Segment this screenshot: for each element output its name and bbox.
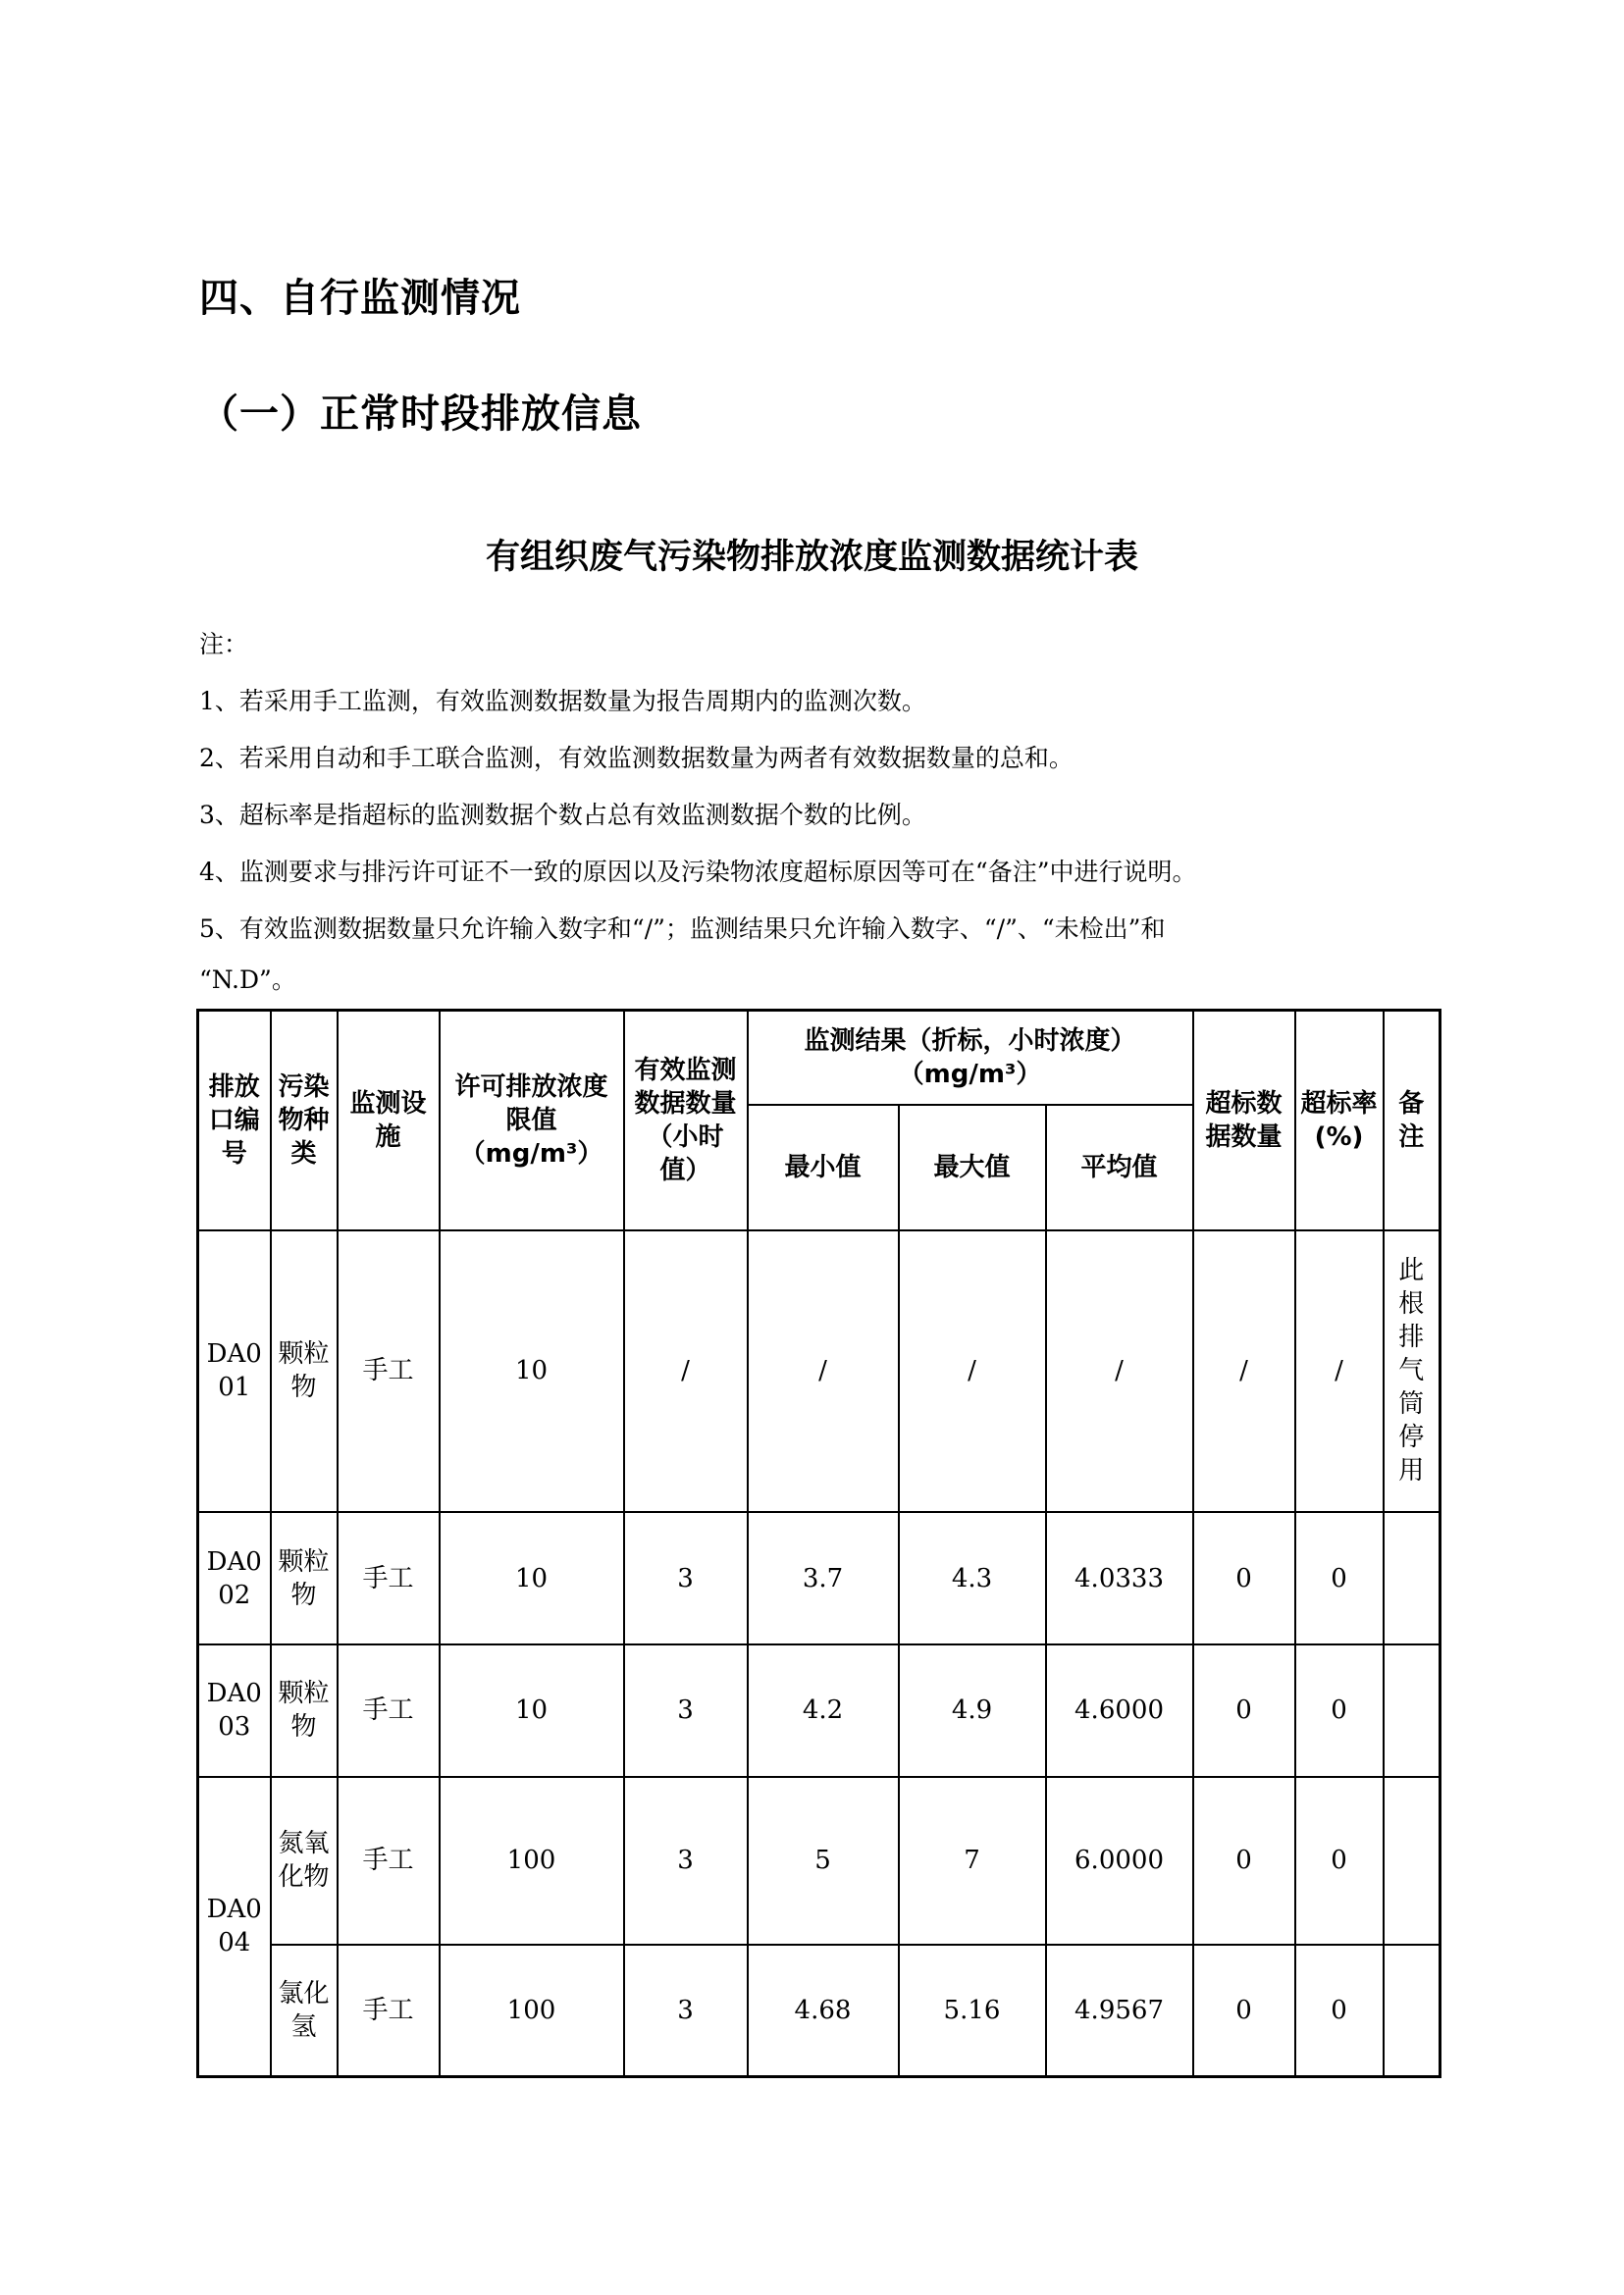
cell-pollutant: 颗粒物: [271, 1644, 338, 1777]
cell-max: 7: [899, 1777, 1046, 1945]
note-item-1: 1、若采用手工监测，有效监测数据数量为报告周期内的监测次数。: [199, 687, 926, 715]
cell-facility: 手工: [338, 1512, 440, 1644]
cell-avg: 4.9567: [1046, 1945, 1193, 2077]
cell-min: /: [748, 1230, 899, 1513]
cell-exceed-rate: 0: [1295, 1945, 1384, 2077]
cell-limit: 10: [440, 1644, 624, 1777]
cell-limit: 100: [440, 1945, 624, 2077]
cell-min: 4.2: [748, 1644, 899, 1777]
header-min: 最小值: [748, 1105, 899, 1230]
cell-outlet: DA001: [198, 1230, 271, 1513]
notes-heading: 注：: [199, 630, 249, 658]
cell-outlet: DA004: [198, 1777, 271, 2077]
notes-block: [199, 616, 1426, 1009]
cell-max: 4.9: [899, 1644, 1046, 1777]
cell-count: 3: [624, 1945, 748, 2077]
cell-max: 5.16: [899, 1945, 1046, 2077]
cell-facility: 手工: [338, 1230, 440, 1513]
note-item-5: 5、有效监测数据数量只允许输入数字和“/”；监测结果只允许输入数字、“/”、“未检出”和: [199, 914, 1166, 943]
header-result: 监测结果（折标，小时浓度）（mg/m³）: [748, 1011, 1193, 1105]
cell-pollutant: 氯化氢: [271, 1945, 338, 2077]
cell-exceed-rate: /: [1295, 1230, 1384, 1513]
header-limit: 许可排放浓度限值（mg/m³）: [440, 1011, 624, 1230]
header-avg: 平均值: [1046, 1105, 1193, 1230]
cell-facility: 手工: [338, 1777, 440, 1945]
section-title: 四、自行监测情况: [199, 276, 521, 321]
header-count: 有效监测数据数量（小时值）: [624, 1011, 748, 1230]
cell-outlet: DA003: [198, 1644, 271, 1777]
cell-count: /: [624, 1230, 748, 1513]
cell-remark: 此根排气筒停用: [1384, 1230, 1441, 1513]
cell-min: 5: [748, 1777, 899, 1945]
note-item-3: 3、超标率是指超标的监测数据个数占总有效监测数据个数的比例。: [199, 801, 926, 829]
table-row: [198, 1644, 1441, 1777]
cell-limit: 10: [440, 1230, 624, 1513]
cell-min: 4.68: [748, 1945, 899, 2077]
cell-avg: 4.6000: [1046, 1644, 1193, 1777]
subsection-title: （一）正常时段排放信息: [199, 391, 642, 437]
cell-limit: 10: [440, 1512, 624, 1644]
cell-remark: [1384, 1644, 1441, 1777]
cell-pollutant: 颗粒物: [271, 1512, 338, 1644]
cell-remark: [1384, 1945, 1441, 2077]
cell-remark: [1384, 1777, 1441, 1945]
emission-data-table: [196, 1009, 1441, 2078]
note-item-4: 4、监测要求与排污许可证不一致的原因以及污染物浓度超标原因等可在“备注”中进行说明。: [199, 858, 1197, 886]
cell-facility: 手工: [338, 1945, 440, 2077]
header-max: 最大值: [899, 1105, 1046, 1230]
cell-max: /: [899, 1230, 1046, 1513]
header-exceed-count: 超标数据数量: [1193, 1011, 1295, 1230]
cell-exceed-rate: 0: [1295, 1512, 1384, 1644]
table-row: [198, 1512, 1441, 1644]
header-exceed-rate: 超标率(%): [1295, 1011, 1384, 1230]
cell-min: 3.7: [748, 1512, 899, 1644]
table-row: [198, 1777, 1441, 1945]
header-facility: 监测设施: [338, 1011, 440, 1230]
cell-exceed-count: 0: [1193, 1777, 1295, 1945]
cell-facility: 手工: [338, 1644, 440, 1777]
cell-pollutant: 氮氧化物: [271, 1777, 338, 1945]
cell-count: 3: [624, 1512, 748, 1644]
note-item-2: 2、若采用自动和手工联合监测，有效监测数据数量为两者有效数据数量的总和。: [199, 744, 1074, 772]
cell-avg: 4.0333: [1046, 1512, 1193, 1644]
cell-exceed-rate: 0: [1295, 1644, 1384, 1777]
cell-exceed-count: 0: [1193, 1512, 1295, 1644]
cell-exceed-count: 0: [1193, 1945, 1295, 2077]
cell-count: 3: [624, 1644, 748, 1777]
cell-remark: [1384, 1512, 1441, 1644]
cell-exceed-count: 0: [1193, 1644, 1295, 1777]
note-item-5-continued: “N.D”。: [199, 965, 296, 994]
table-row: [198, 1230, 1441, 1513]
table-row: [198, 1945, 1441, 2077]
cell-max: 4.3: [899, 1512, 1046, 1644]
header-remark: 备注: [1384, 1011, 1441, 1230]
cell-exceed-count: /: [1193, 1230, 1295, 1513]
cell-pollutant: 颗粒物: [271, 1230, 338, 1513]
cell-exceed-rate: 0: [1295, 1777, 1384, 1945]
header-pollutant: 污染物种类: [271, 1011, 338, 1230]
header-outlet: 排放口编号: [198, 1011, 271, 1230]
cell-avg: 6.0000: [1046, 1777, 1193, 1945]
cell-avg: /: [1046, 1230, 1193, 1513]
cell-count: 3: [624, 1777, 748, 1945]
table-title: 有组织废气污染物排放浓度监测数据统计表: [485, 538, 1138, 577]
cell-limit: 100: [440, 1777, 624, 1945]
cell-outlet: DA002: [198, 1512, 271, 1644]
